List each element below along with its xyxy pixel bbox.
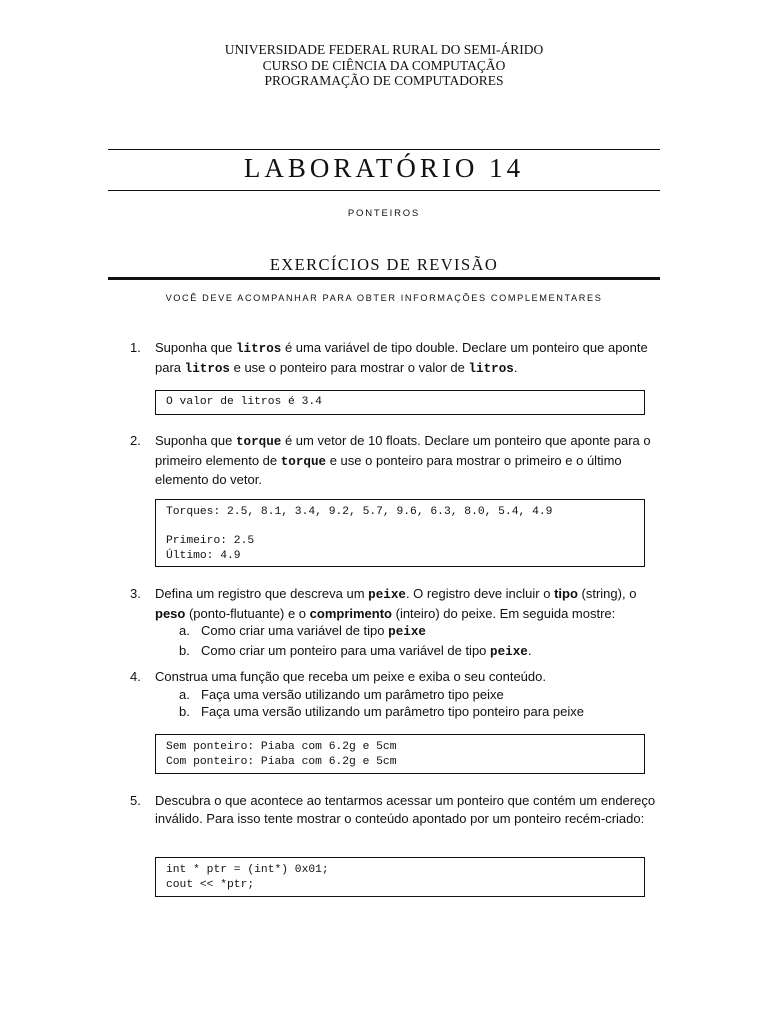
title-bottom-rule xyxy=(108,190,660,191)
exercise-number: 3. xyxy=(130,586,141,601)
bold-term: comprimento xyxy=(309,605,392,621)
exercise-text: Defina um registro que descreva um peixe. O registro deve incluir o tipo (string), o peso (ponto-flutuante) e o comprimento (inteiro) do peixe. Em seguida mostre: a. Como criar uma variável de tipo peixe b. Como criar um ponteiro para uma variável de tipo peixe. xyxy=(155,585,667,661)
exercise-text: Suponha que torque é um vetor de 10 floats. Declare um ponteiro que aponte para o primeiro elemento de torque e use o ponteiro para mostrar o primeiro e o último elemento do vetor. xyxy=(155,433,651,487)
exercise-2 xyxy=(108,432,668,488)
exercise-4 xyxy=(108,668,668,724)
output-line: Sem ponteiro: Piaba com 6.2g e 5cm xyxy=(166,741,397,753)
header-university: UNIVERSIDADE FEDERAL RURAL DO SEMI-ÁRIDO xyxy=(224,42,544,57)
inline-code: torque xyxy=(235,435,282,449)
code-line: int * ptr = (int*) 0x01; xyxy=(166,864,329,876)
section-title: EXERCÍCIOS DE REVISÃO xyxy=(269,255,499,274)
exercise-text: Suponha que litros é uma variável de tipo double. Declare um ponteiro que aponte para litros e use o ponteiro para mostrar o valor de litros. xyxy=(155,340,648,376)
output-line: Primeiro: 2.5 xyxy=(166,535,255,547)
lab-title: LABORATÓRIO 14 xyxy=(243,153,525,183)
exercise-text: Descubra o que acontece ao tentarmos acessar um ponteiro que contém um endereço inválido. Para isso tente mostrar o conteúdo apontado por um ponteiro recém-criado: xyxy=(155,793,656,826)
inline-code: torque xyxy=(280,454,327,469)
header-course: CURSO DE CIÊNCIA DA COMPUTAÇÃO xyxy=(262,57,506,73)
code-box-5 xyxy=(155,857,645,897)
exercise-text: Construa uma função que receba um peixe e exiba o seu conteúdo. a. Faça uma versão utilizando um parâmetro tipo peixe b. Faça uma versão utilizando um parâmetro tipo ponteiro para peixe xyxy=(155,668,667,721)
inline-code: litros xyxy=(235,342,282,356)
exercise-number: 1. xyxy=(130,340,141,355)
exercise-number: 4. xyxy=(130,669,141,684)
output-line: Torques: 2.5, 8.1, 3.4, 9.2, 5.7, 9.6, 6.3, 8.0, 5.4, 4.9 xyxy=(166,506,553,518)
inline-code: litros xyxy=(468,361,514,376)
bold-term: peso xyxy=(155,605,186,621)
output-box-2 xyxy=(155,499,645,567)
section-rule xyxy=(108,277,660,280)
sub-item-a: a. Como criar uma variável de tipo peixe xyxy=(179,623,426,639)
output-line: Último: 4.9 xyxy=(166,549,241,562)
output-box-1 xyxy=(155,390,645,415)
exercise-number: 2. xyxy=(130,433,141,448)
section-note: VOCÊ DEVE ACOMPANHAR PARA OBTER INFORMAÇÕES COMPLEMENTARES xyxy=(165,293,603,303)
sub-item-a: a. Faça uma versão utilizando um parâmetro tipo peixe xyxy=(179,686,504,702)
code-line: cout << *ptr; xyxy=(166,878,255,891)
sub-item-b: b. Faça uma versão utilizando um parâmetro tipo ponteiro para peixe xyxy=(179,704,584,719)
output-line: O valor de litros é 3.4 xyxy=(166,396,322,408)
exercise-number: 5. xyxy=(130,793,141,808)
lab-subtitle: PONTEIROS xyxy=(347,208,421,219)
inline-code: peixe xyxy=(490,644,528,659)
document-header xyxy=(0,42,768,89)
output-box-4 xyxy=(155,734,645,774)
inline-code: peixe xyxy=(368,588,406,602)
inline-code: peixe xyxy=(388,625,426,639)
exercise-1 xyxy=(108,339,668,379)
title-top-rule xyxy=(108,149,660,150)
output-line: Com ponteiro: Piaba com 6.2g e 5cm xyxy=(166,755,397,768)
exercise-5 xyxy=(108,792,668,848)
exercise-3 xyxy=(108,585,668,659)
header-discipline: PROGRAMAÇÃO DE COMPUTADORES xyxy=(264,73,504,88)
sub-item-b: b. Como criar um ponteiro para uma variável de tipo peixe. xyxy=(179,642,532,659)
bold-term: tipo xyxy=(554,586,578,601)
inline-code: litros xyxy=(184,361,230,376)
